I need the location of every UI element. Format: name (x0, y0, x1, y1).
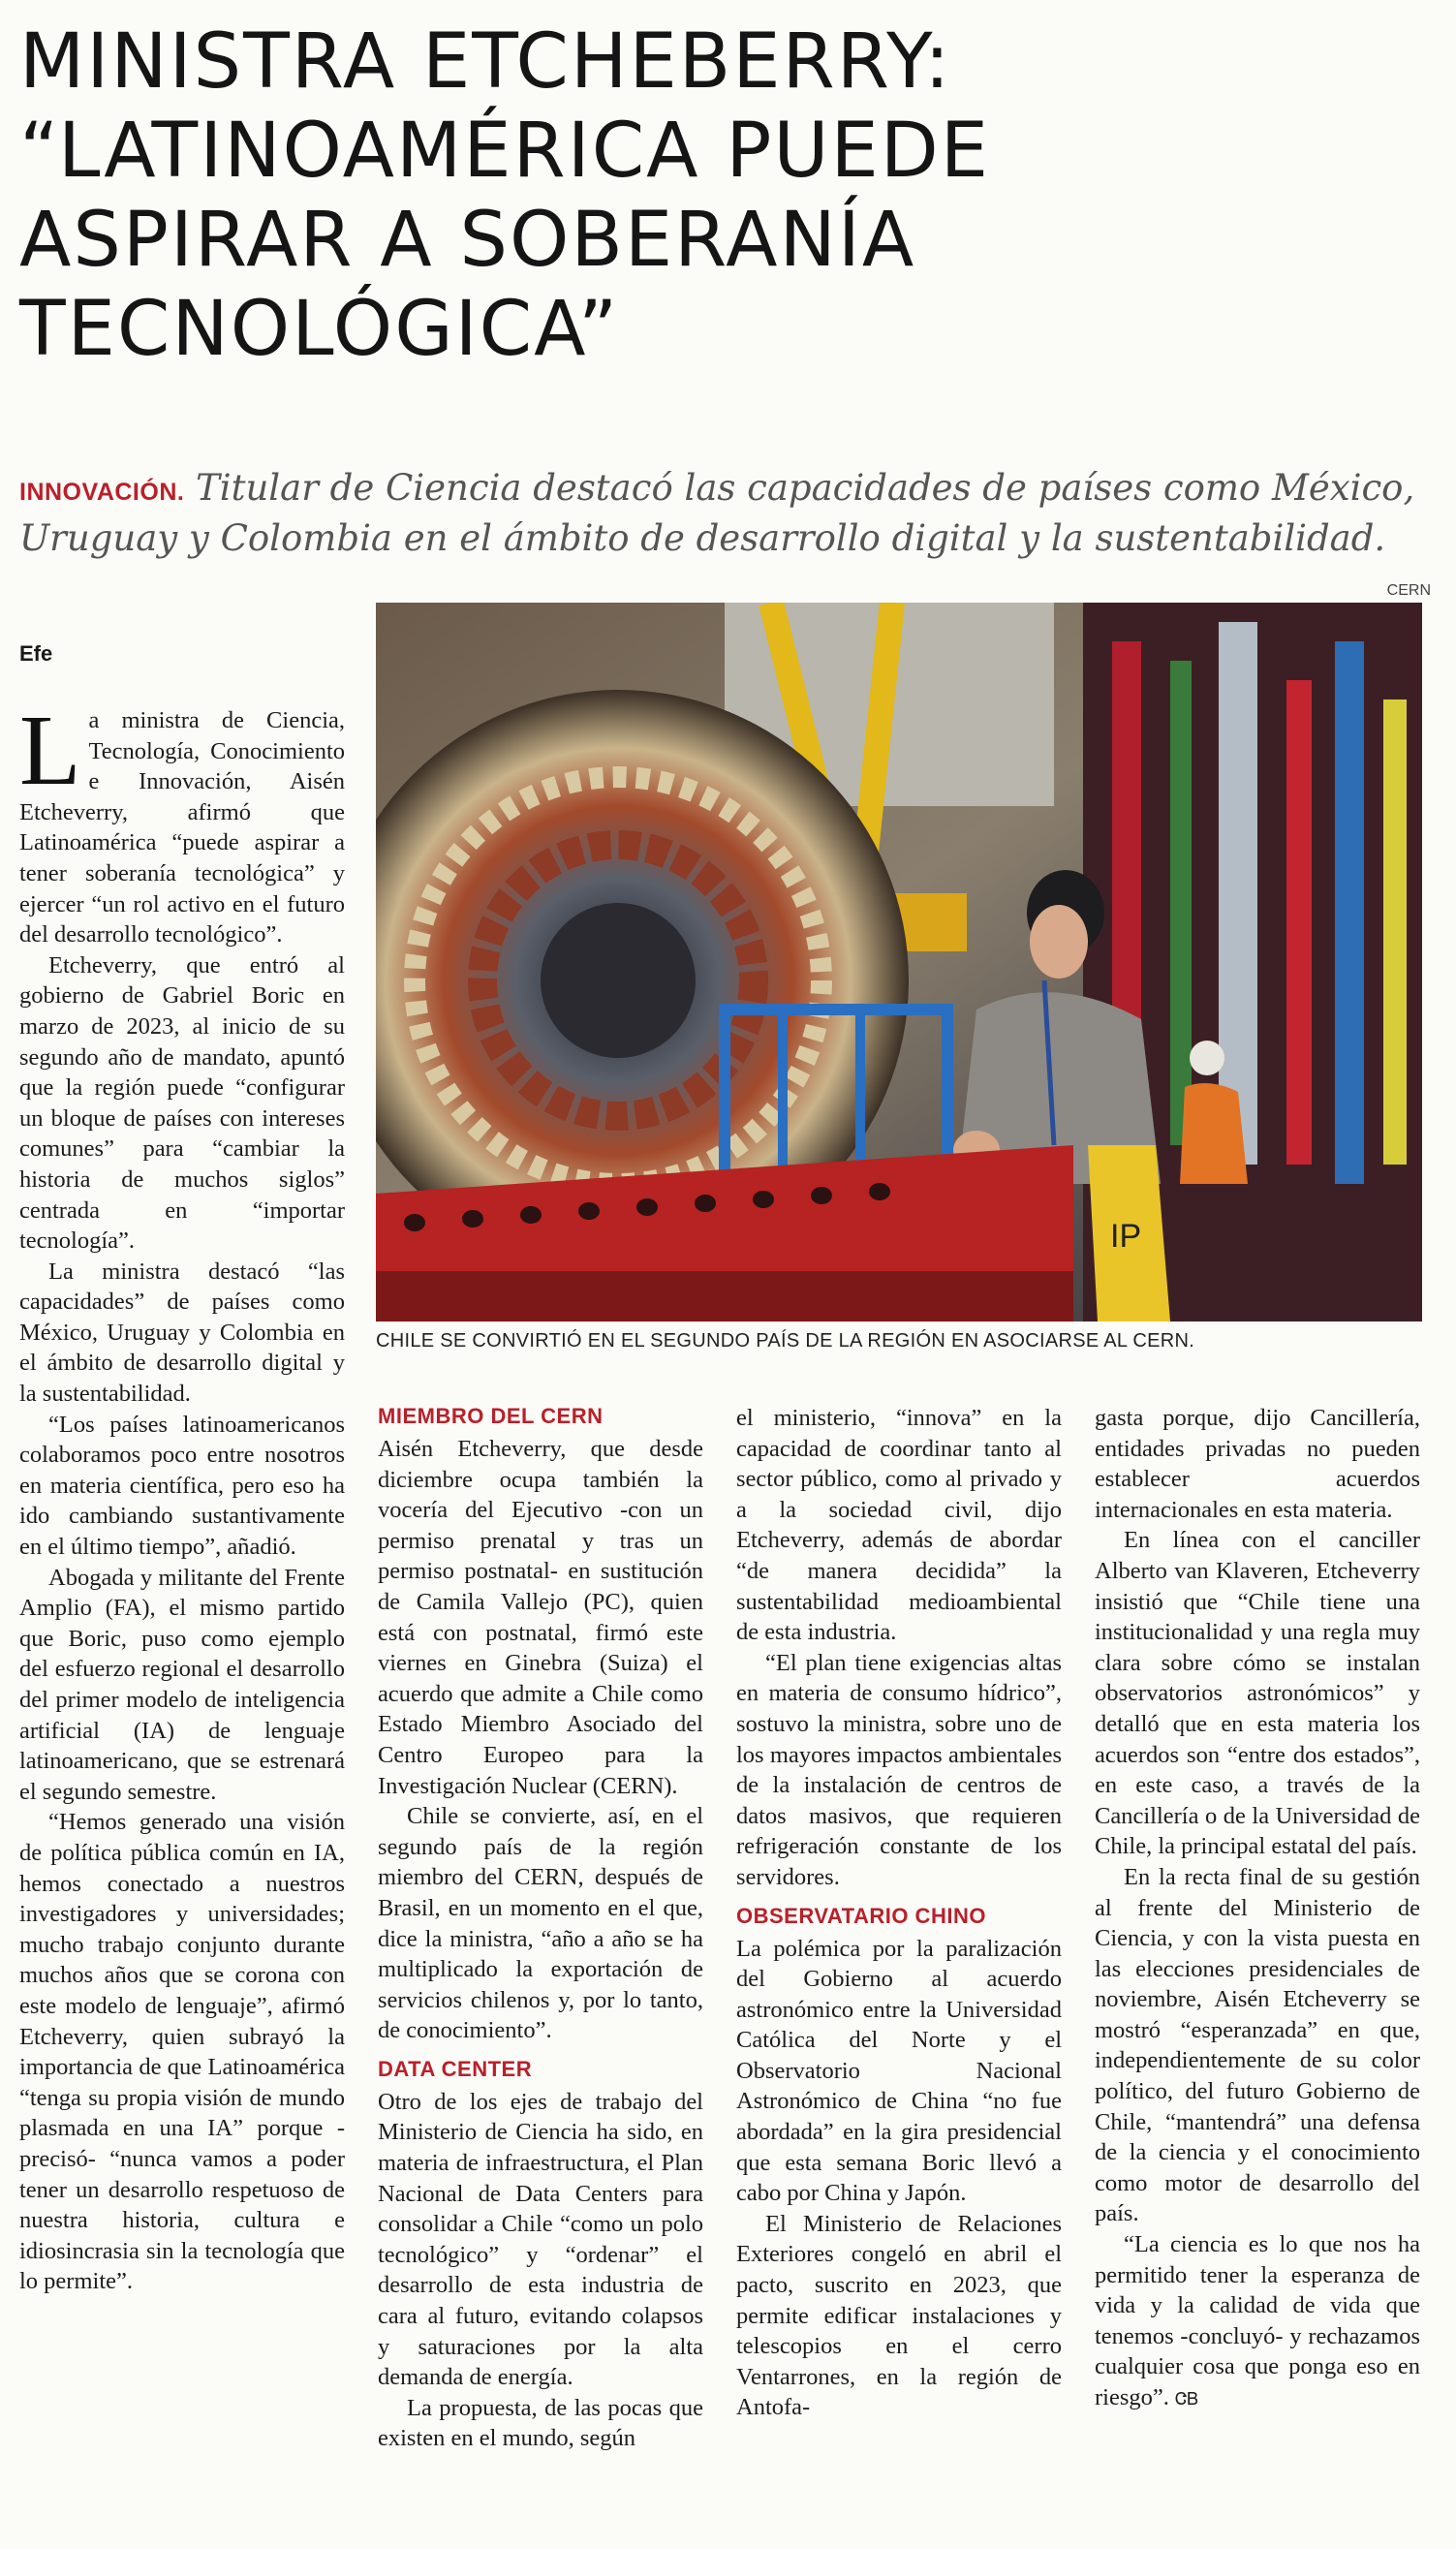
cern-detector-photo (376, 603, 1422, 1321)
article-column-1 (19, 695, 345, 2297)
byline: Efe (19, 641, 53, 666)
photo-caption: CHILE SE CONVIRTIÓ EN EL SEGUNDO PAÍS DE LA REGIÓN EN ASOCIARSE AL CERN. (376, 1330, 1195, 1352)
photo-credit: CERN (1386, 582, 1431, 599)
paragraph: Chile se convierte, así, en el segundo país de la región miembro del CERN, después de Brasil, en un momento en el que, dice la ministra, “año a año se ha multiplicado la exportación de servicios chilenos y, por lo tanto, de conocimiento”. (378, 1803, 703, 2044)
headline-line-3: ASPIRAR A SOBERANÍA (19, 197, 916, 284)
paragraph: La ministra de Ciencia, Tecnología, Conocimiento e Innovación, Aisén Etcheverry, afirmó que Latinoamérica “puede aspirar a tener soberanía tecnológica” y ejercer “un rol activo en el futuro del desarrollo tecnológico”. (19, 695, 345, 948)
paragraph: El Ministerio de Relaciones Exteriores congeló en abril el pacto, suscrito en 2023, que permite edificar instalaciones y telescopios en el cerro Ventarrones, en la región de Antofa- (736, 2210, 1062, 2421)
headline-line-2: “LATINOAMÉRICA PUEDE (19, 108, 991, 195)
paragraph: Abogada y militante del Frente Amplio (FA), el mismo partido que Boric, puso como ejemplo del esfuerzo regional el desarrollo del primer modelo de inteligencia artificial (IA) de lenguaje latinoamericano, que se estrenará el segundo semestre. (19, 1564, 345, 1805)
headline (19, 17, 1182, 374)
subheading-data-center: DATA CENTER (378, 2056, 533, 2081)
paragraph: el ministerio, “innova” en la capacidad de coordinar tanto al sector público, como al privado y a la sociedad civil, dijo Etcheverry, además de abordar “de manera decidida” la sustentabilidad medioambiental de esta industria. (736, 1405, 1062, 1646)
paragraph: La polémica por la paralización del Gobierno al acuerdo astronómico entre la Universidad Católica del Norte y el Observatorio Nacional Astronómico de China “no fue abordada” en la gira presidencial que esta semana Boric llevó a cabo por China y Japón. (736, 1935, 1062, 2207)
headline-line-4: TECNOLÓGICA” (19, 286, 620, 373)
paragraph: Etcheverry, que entró al gobierno de Gabriel Boric en marzo de 2023, al inicio de su segundo año de mandato, apuntó que la región puede “configurar un bloque de países con intereses comunes” para “cambiar la historia de muchos siglos” centrada en “importar tecnología”. (19, 951, 345, 1255)
end-mark: ᏣᏴ (1175, 2389, 1199, 2409)
paragraph: “El plan tiene exigencias altas en materia de consumo hídrico”, sostuvo la ministra, sobre uno de los mayores impactos ambientales de la instalación de centros de datos masivos, que requieren refrigeración constante de los servidores. (736, 1649, 1062, 1890)
deck (19, 465, 1434, 561)
paragraph: En la recta final de su gestión al frente del Ministerio de Ciencia, y con la vista puesta en las elecciones presidenciales de noviembre, Aisén Etcheverry se mostró “esperanzada” en que, independientemente de su color político, del futuro Gobierno de Chile, “mantendrá” una defensa de la ciencia y el conocimiento como motor de desarrollo del país. (1095, 1863, 1420, 2227)
article-column-3 (736, 1403, 1062, 2423)
ip-sign-text: IP (1110, 1218, 1142, 1255)
paragraph: “La ciencia es lo que nos ha permitido tener la esperanza de vida y la calidad de vida que tenemos -concluyó- y rechazamos cualquier cosa que ponga eso en riesgo”. ᏣᏴ (1095, 2231, 1420, 2410)
subheading-observatario-chino: OBSERVATARIO CHINO (736, 1903, 986, 1928)
deck-text: Titular de Ciencia destacó las capacidades de países como México, Uruguay y Colombia en el ámbito de desarrollo digital y la sustentabilidad. (19, 467, 1415, 559)
paragraph: “Los países latinoamericanos colaboramos poco entre nosotros en materia científica, pero eso ha ido cambiando sustantivamente en el último tiempo”, añadió. (19, 1411, 345, 1561)
paragraph: Aisén Etcheverry, que desde diciembre ocupa también la vocería del Ejecutivo -con un permiso prenatal y tras un permiso postnatal- en sustitución de Camila Vallejo (PC), quien está con postnatal, firmó este viernes en Ginebra (Suiza) el acuerdo que admite a Chile como Estado Miembro Asociado del Centro Europeo para la Investigación Nuclear (CERN). (378, 1436, 703, 1799)
headline-line-1: MINISTRA ETCHEBERRY: (19, 18, 952, 106)
paragraph: En línea con el canciller Alberto van Klaveren, Etcheverry insistió que “Chile tiene una institucionalidad y una regla muy clara sobre cómo se instalan observatorios astronómicos” y detalló que en esta materia los acuerdos son “entre dos estados”, en este caso, a través de la Cancillería o de la Universidad de Chile, la principal estatal del país. (1095, 1527, 1420, 1860)
paragraph: La propuesta, de las pocas que existen en el mundo, según (378, 2394, 703, 2452)
deck-kicker: INNOVACIÓN. (19, 479, 185, 506)
paragraph: “Hemos generado una visión de política pública común en IA, hemos conectado a nuestros investigadores y universidades; mucho trabajo conjunto durante muchos años que se corona con este modelo de lenguaje”, afirmó Etcheverry, quien subrayó la importancia de que Latinoamérica “tenga su propia visión de mundo plasmada en una IA” porque -precisó- “nunca vamos a poder tener un desarrollo respetuoso de nuestra historia, cultura e idiosincrasia sin la tecnología que lo permite”. (19, 1809, 345, 2295)
paragraph: gasta porque, dijo Cancillería, entidades privadas no pueden establecer acuerdos internacionales en esta materia. (1095, 1405, 1420, 1523)
article-column-2 (378, 1403, 703, 2454)
article-column-4 (1095, 1403, 1420, 2415)
paragraph: La ministra destacó “las capacidades” de países como México, Uruguay y Colombia en el ámbito de desarrollo digital y la sustentabilidad. (19, 1258, 345, 1408)
paragraph: Otro de los ejes de trabajo del Ministerio de Ciencia ha sido, en materia de infraestructura, el Plan Nacional de Data Centers para consolidar a Chile “como un polo tecnológico” y “ordenar” el desarrollo de esta industria de cara al futuro, evitando colapsos y saturaciones por la alta demanda de energía. (378, 2088, 703, 2391)
subheading-miembro-del-cern: MIEMBRO DEL CERN (378, 1404, 604, 1428)
dropcap: L (19, 695, 81, 806)
